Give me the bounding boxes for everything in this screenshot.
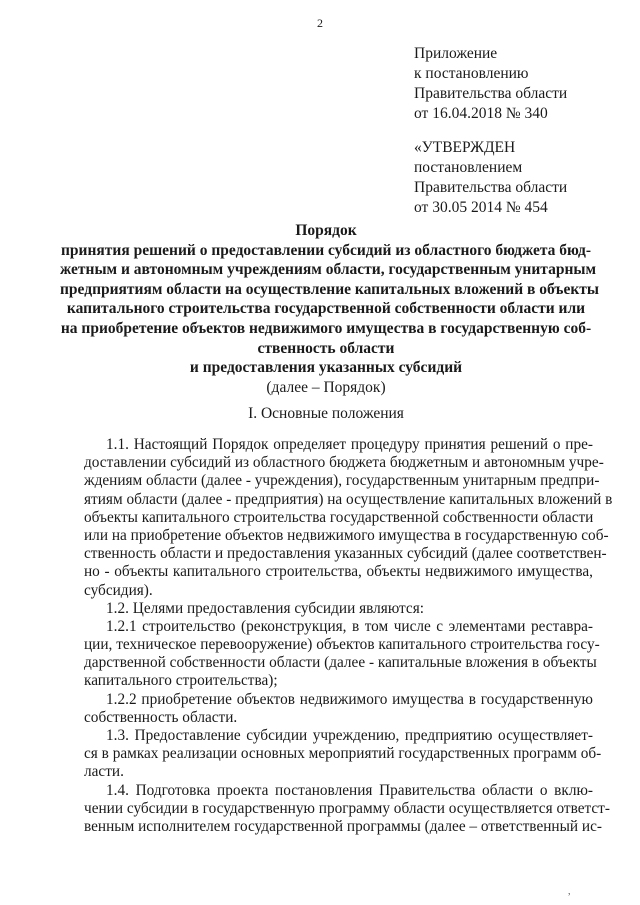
- title-line: жетным и автономным учреждениям области, государственным унитарным: [60, 261, 597, 279]
- appendix-line: к постановлению: [414, 65, 529, 82]
- body-line: ятиям области (далее - предприятия) на осуществление капитальных вложений в: [84, 490, 613, 508]
- title-line: ственность области: [257, 339, 395, 357]
- section-heading: I. Основные положения: [248, 405, 404, 422]
- body-line: 1.1. Настоящий Порядок определяет процедуру принятия решений о пре-: [106, 436, 593, 453]
- title-line: предприятиям области на осуществление капитальных вложений в объекты: [60, 280, 599, 298]
- corner-mark: ,: [568, 886, 571, 897]
- title-line: и предоставления указанных субсидий: [189, 359, 463, 377]
- body-line: венным исполнителем государственной программы (далее – ответственный ис-: [84, 817, 602, 835]
- approved-line: постановлением: [414, 159, 523, 176]
- body-line: ласти.: [84, 763, 124, 781]
- body-line: 1.3. Предоставление субсидии учреждению, предприятию осуществляет-: [106, 727, 593, 744]
- title-heading: Порядок: [295, 222, 357, 239]
- body-line: или на приобретение объектов недвижимого имущества в государственную соб-: [84, 526, 609, 544]
- body-line: ждениям области (далее - учреждения), государственным унитарным предпри-: [84, 472, 600, 490]
- body-line: доставлении субсидий из областного бюджета бюджетным и автономным учре-: [84, 454, 604, 472]
- approved-line: от 30.05 2014 № 454: [414, 199, 548, 216]
- body-line: 1.2.1 строительство (реконструкция, в том числе с элементами реставра-: [106, 617, 593, 635]
- body-line: 1.4. Подготовка проекта постановления Правительства области о вклю-: [106, 781, 593, 799]
- body-line: объекты капитального строительства государственной собственности области: [84, 508, 594, 526]
- body-line: ции, техническое перевооружение) объектов капитального строительства госу-: [84, 636, 600, 654]
- document-title: [60, 221, 599, 397]
- body-line: дарственной собственности области (далее - капитальные вложения в объекты: [84, 654, 597, 672]
- body-line: собственность области.: [84, 708, 238, 726]
- appendix-line: Приложение: [414, 45, 498, 62]
- body-line: капитального строительства);: [84, 672, 278, 690]
- body-text: [84, 436, 613, 836]
- page-number: 2: [317, 16, 323, 30]
- approved-line: Правительства области: [414, 179, 568, 196]
- appendix-block: [414, 44, 567, 124]
- body-line: 1.2. Целями предоставления субсидии являются:: [106, 599, 425, 617]
- title-line: на приобретение объектов недвижимого имущества в государственную соб-: [60, 319, 592, 337]
- body-line: но - объекты капитального строительства, объекты недвижимого имущества,: [84, 563, 593, 581]
- body-line: ственность области и предоставления указанных субсидий (далее соответствен-: [84, 545, 607, 563]
- appendix-line: от 16.04.2018 № 340: [414, 105, 548, 122]
- body-line: ся в рамках реализации основных мероприятий государственных программ об-: [84, 745, 602, 763]
- title-note: (далее – Порядок): [266, 378, 386, 396]
- approved-line: «УТВЕРЖДЕН: [414, 139, 516, 156]
- title-line: капитального строительства государственной собственности области или: [66, 300, 586, 318]
- appendix-line: Правительства области: [414, 85, 568, 102]
- body-line: субсидия).: [84, 581, 153, 599]
- approved-block: [414, 138, 567, 218]
- body-line: чении субсидии в государственную программу области осуществляется ответст-: [84, 799, 610, 817]
- title-line: принятия решений о предоставлении субсидий из областного бюджета бюд-: [60, 241, 592, 259]
- body-line: 1.2.2 приобретение объектов недвижимого имущества в государственную: [106, 690, 593, 708]
